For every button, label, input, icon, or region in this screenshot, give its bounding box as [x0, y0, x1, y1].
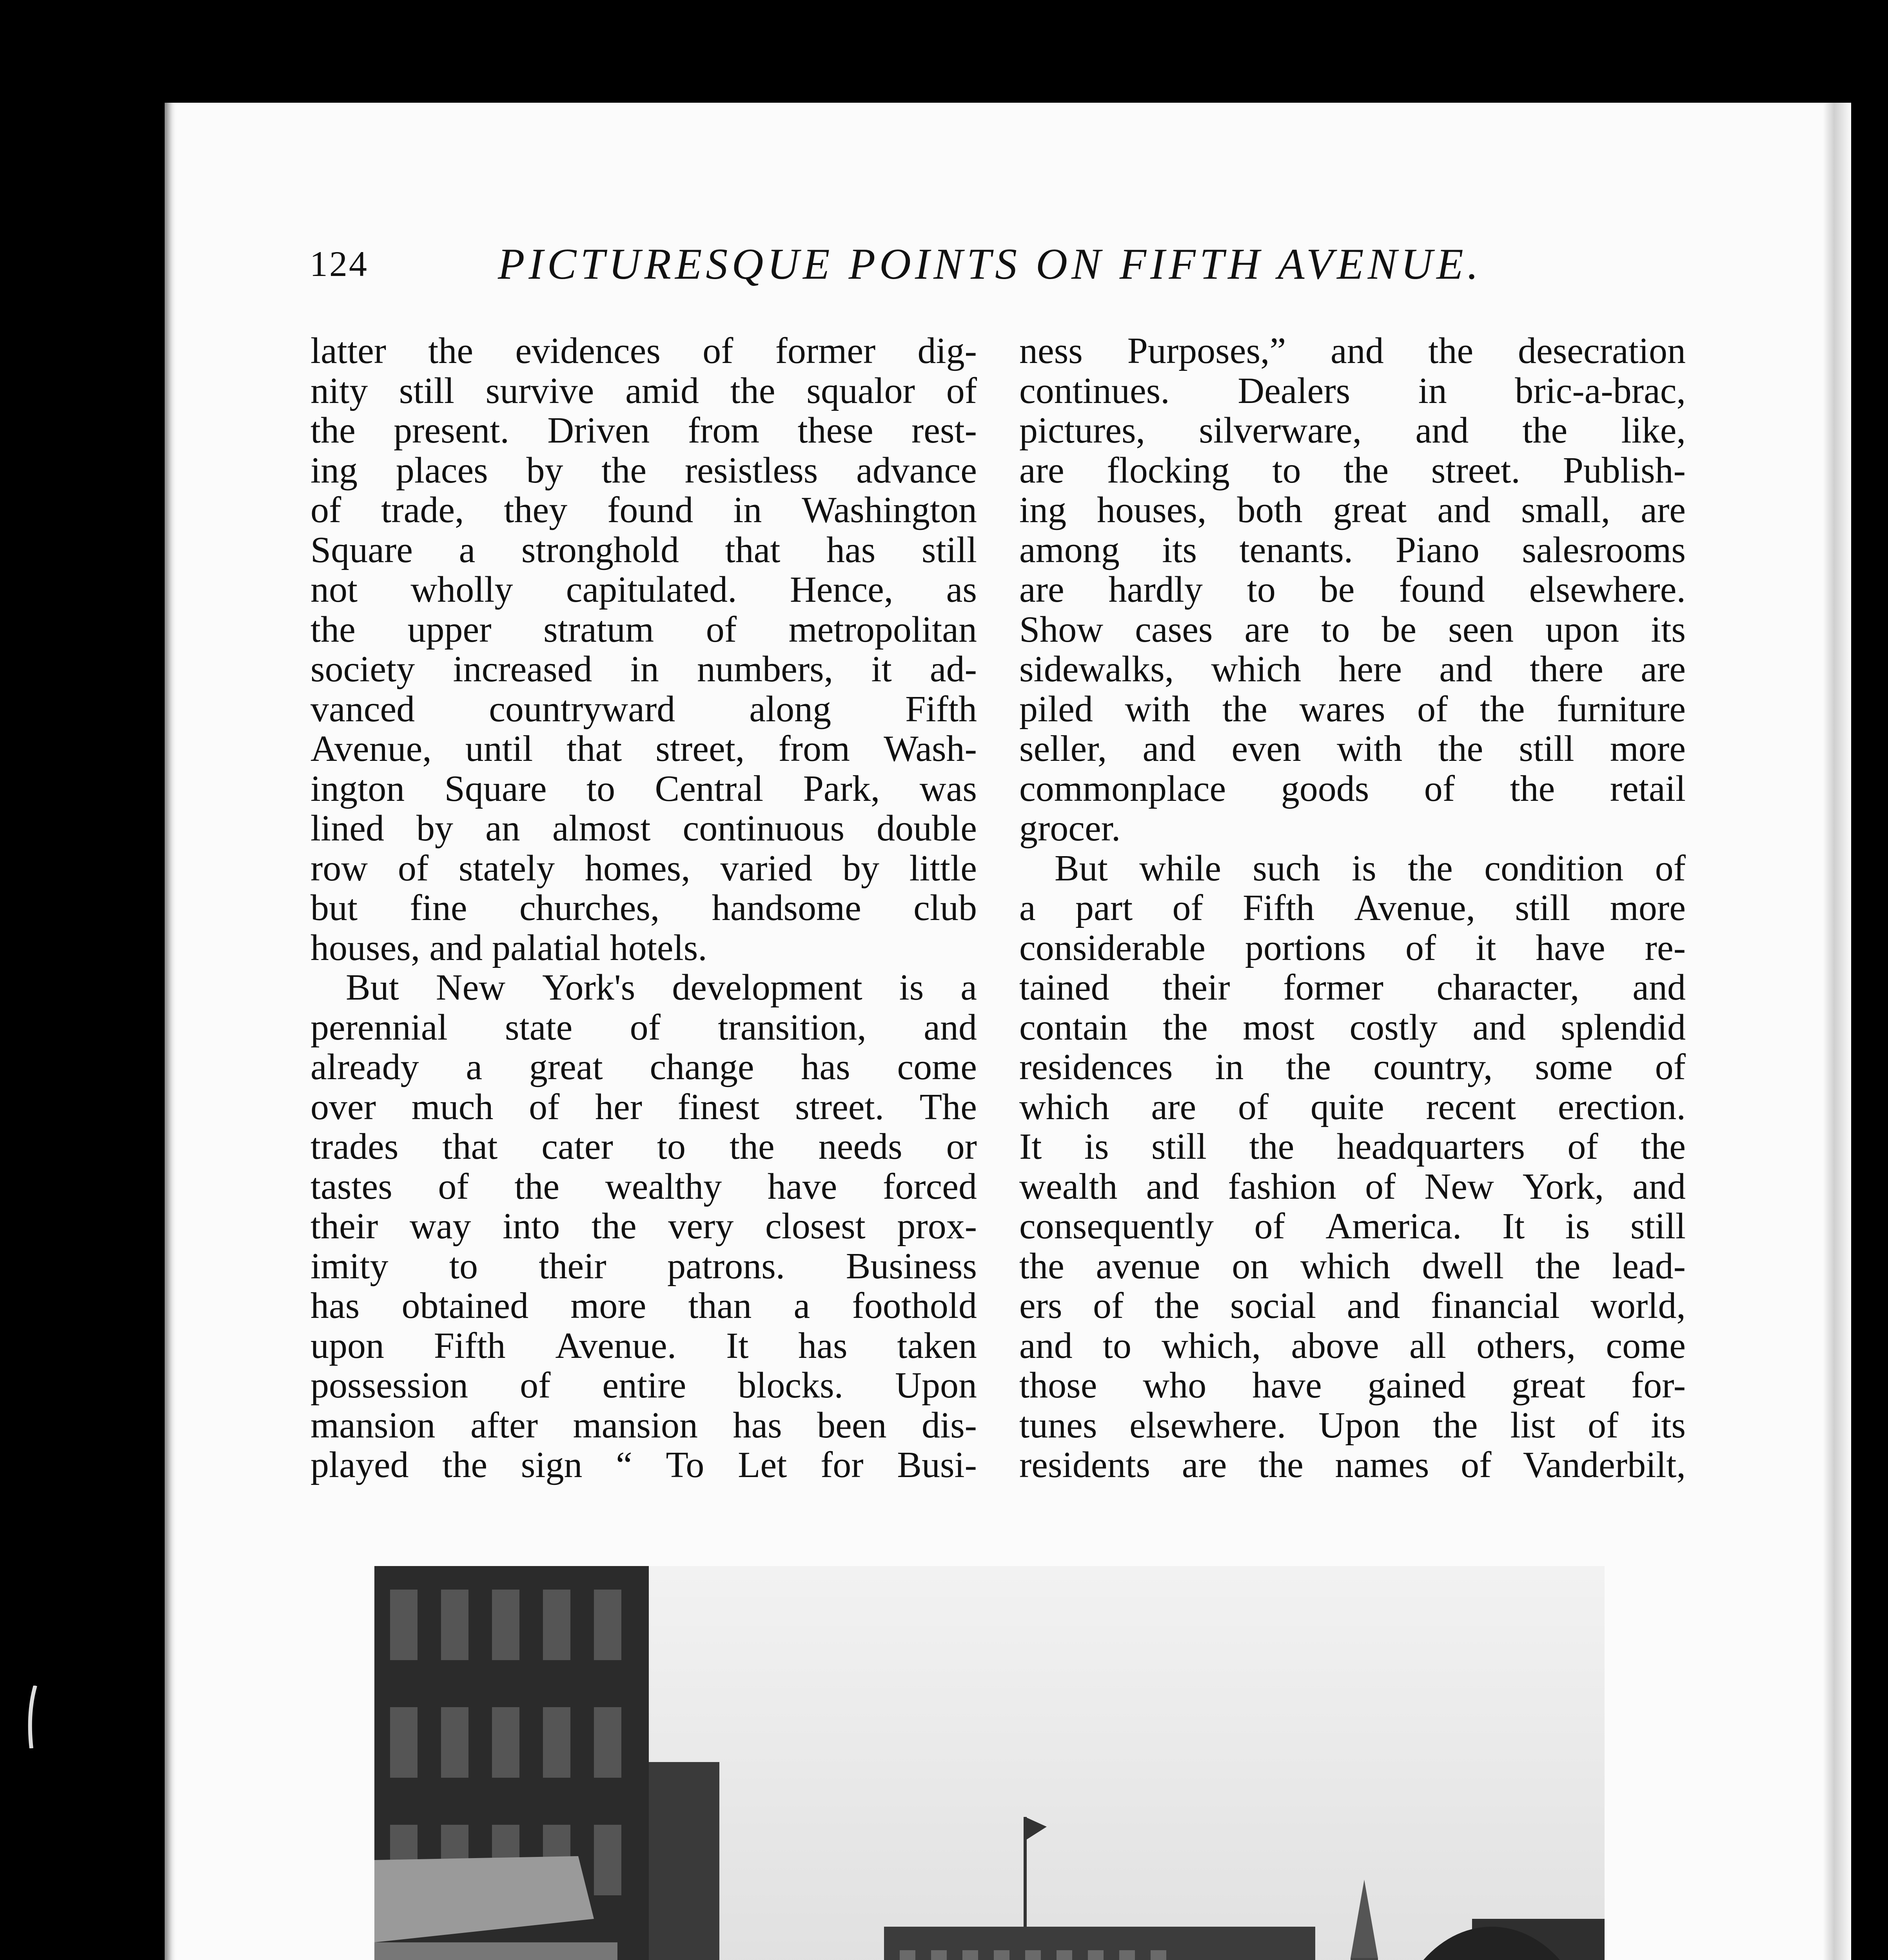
page-gutter-shadow [1823, 103, 1851, 1960]
text-line: trades that cater to the needs or [310, 1126, 977, 1167]
text-line: tained their former character, and [1019, 967, 1686, 1008]
text-line: pictures, silverware, and the like, [1019, 410, 1686, 451]
text-line: seller, and even with the still more [1019, 728, 1686, 769]
text-line: Show cases are to be seen upon its [1019, 609, 1686, 650]
text-line: imity to their patrons. Business [310, 1245, 977, 1287]
text-line: those who have gained great for- [1019, 1365, 1686, 1406]
text-line: which are of quite recent erection. [1019, 1086, 1686, 1127]
text-line: residents are the names of Vanderbilt, [1019, 1445, 1686, 1485]
text-line: are flocking to the street. Publish- [1019, 450, 1686, 491]
text-line: continues. Dealers in bric-a-brac, [1019, 370, 1686, 411]
text-line: Square a stronghold that has still [310, 529, 977, 570]
text-line: has obtained more than a foothold [310, 1285, 977, 1326]
text-line: but fine churches, handsome club [310, 887, 977, 928]
text-line: are hardly to be found elsewhere. [1019, 569, 1686, 610]
text-line: the avenue on which dwell the lead- [1019, 1245, 1686, 1287]
margin-scratch-mark [24, 1686, 39, 1748]
text-line: ing places by the resistless advance [310, 450, 977, 491]
text-line: grocer. [1019, 808, 1121, 849]
text-line: wealth and fashion of New York, and [1019, 1166, 1686, 1207]
text-line: But while such is the condition of [1055, 848, 1686, 889]
text-column-right [1019, 331, 1686, 1485]
text-line: society increased in numbers, it ad- [310, 649, 977, 690]
text-line: ers of the social and financial world, [1019, 1285, 1686, 1326]
text-line: their way into the very closest prox- [310, 1206, 977, 1247]
text-line: perennial state of transition, and [310, 1007, 977, 1048]
text-line: upon Fifth Avenue. It has taken [310, 1325, 977, 1366]
text-line: commonplace goods of the retail [1019, 768, 1686, 809]
text-line: sidewalks, which here and there are [1019, 649, 1686, 690]
text-column-left [310, 331, 977, 1485]
text-line: and to which, above all others, come [1019, 1325, 1686, 1366]
text-line: considerable portions of it have re- [1019, 927, 1686, 968]
text-line: houses, and palatial hotels. [310, 927, 707, 968]
text-line: the upper stratum of metropolitan [310, 609, 977, 650]
text-line: mansion after mansion has been dis- [310, 1405, 977, 1446]
text-line: played the sign “ To Let for Busi- [310, 1445, 977, 1485]
text-line: Avenue, until that street, from Wash- [310, 728, 977, 769]
text-line: ing houses, both great and small, are [1019, 490, 1686, 530]
text-line: lined by an almost continuous double [310, 808, 977, 849]
text-line: contain the most costly and splendid [1019, 1007, 1686, 1048]
text-line: a part of Fifth Avenue, still more [1019, 887, 1686, 928]
running-head [310, 231, 1525, 290]
text-line: the present. Driven from these rest- [310, 410, 977, 451]
text-line: But New York's development is a [346, 967, 977, 1008]
text-line: of trade, they found in Washington [310, 490, 977, 530]
page-title: PICTURESQUE POINTS ON FIFTH AVENUE. [498, 240, 1482, 289]
text-line: It is still the headquarters of the [1019, 1126, 1686, 1167]
text-line: latter the evidences of former dig- [310, 330, 977, 371]
street-photograph [374, 1566, 1605, 1960]
text-line: consequently of America. It is still [1019, 1206, 1686, 1247]
text-line: ness Purposes,” and the desecration [1019, 330, 1686, 371]
text-line: among its tenants. Piano salesrooms [1019, 529, 1686, 570]
text-line: tastes of the wealthy have forced [310, 1166, 977, 1207]
text-line: piled with the wares of the furniture [1019, 688, 1686, 730]
text-line: tunes elsewhere. Upon the list of its [1019, 1405, 1686, 1446]
text-line: row of stately homes, varied by little [310, 848, 977, 889]
text-line: possession of entire blocks. Upon [310, 1365, 977, 1406]
text-line: nity still survive amid the squalor of [310, 370, 977, 411]
page-number: 124 [310, 244, 369, 284]
text-line: vanced countryward along Fifth [310, 688, 977, 730]
text-line: not wholly capitulated. Hence, as [310, 569, 977, 610]
text-line: ington Square to Central Park, was [310, 768, 977, 809]
text-line: over much of her finest street. The [310, 1086, 977, 1127]
text-line: already a great change has come [310, 1047, 977, 1087]
text-line: residences in the country, some of [1019, 1047, 1686, 1087]
